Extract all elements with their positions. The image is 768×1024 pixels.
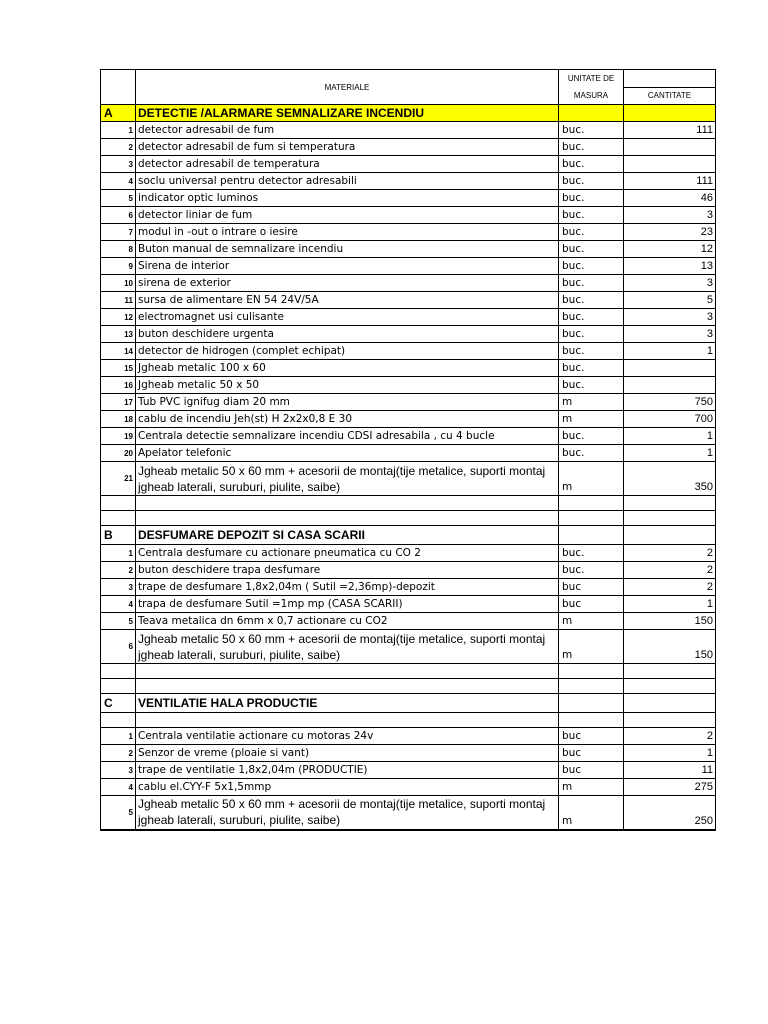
unit-of-measure: buc <box>559 579 624 596</box>
empty-cell <box>136 713 559 728</box>
row-number: 1 <box>101 728 136 745</box>
table-row <box>101 309 716 326</box>
row-number: 14 <box>101 343 136 360</box>
row-number: 1 <box>101 122 136 139</box>
unit-of-measure: buc <box>559 762 624 779</box>
row-number: 17 <box>101 394 136 411</box>
header-unitate-de-masura: UNITATE DE MASURA <box>559 70 624 105</box>
material-name: detector adresabil de fum si temperatura <box>136 139 559 156</box>
quantity: 250 <box>624 796 716 830</box>
spacer-row <box>101 664 716 679</box>
material-name: buton deschidere trapa desfumare <box>136 562 559 579</box>
unit-of-measure: m <box>559 630 624 664</box>
quantity: 5 <box>624 292 716 309</box>
section-header-row <box>101 694 716 713</box>
table-row <box>101 462 716 496</box>
unit-of-measure: buc. <box>559 343 624 360</box>
unit-of-measure: buc. <box>559 309 624 326</box>
material-name: Centrala detectie semnalizare incendiu CDSI adresabila , cu 4 bucle <box>136 428 559 445</box>
quantity: 275 <box>624 779 716 796</box>
quantity: 1 <box>624 445 716 462</box>
row-number: 20 <box>101 445 136 462</box>
row-number: 10 <box>101 275 136 292</box>
table-row <box>101 394 716 411</box>
quantity: 23 <box>624 224 716 241</box>
row-number: 3 <box>101 579 136 596</box>
material-name: Senzor de vreme (ploaie si vant) <box>136 745 559 762</box>
table-row <box>101 173 716 190</box>
quantity: 150 <box>624 630 716 664</box>
header-empty-cell <box>624 70 716 88</box>
material-name: Jgheab metalic 50 x 60 mm + acesorii de montaj(tije metalice, suporti montaj jgheab laterali, suruburi, piulite, saibe) <box>136 630 559 664</box>
unit-of-measure: buc. <box>559 190 624 207</box>
unit-of-measure: m <box>559 613 624 630</box>
unit-of-measure: buc <box>559 596 624 613</box>
quantity: 3 <box>624 275 716 292</box>
material-name: electromagnet usi culisante <box>136 309 559 326</box>
material-name: indicator optic luminos <box>136 190 559 207</box>
unit-of-measure: buc. <box>559 122 624 139</box>
quantity: 150 <box>624 613 716 630</box>
row-number: 13 <box>101 326 136 343</box>
material-name: buton deschidere urgenta <box>136 326 559 343</box>
quantity: 1 <box>624 428 716 445</box>
empty-cell <box>101 713 136 728</box>
empty-cell <box>624 679 716 694</box>
materials-sheet <box>100 69 715 831</box>
table-row <box>101 562 716 579</box>
material-name: Centrala desfumare cu actionare pneumatica cu CO 2 <box>136 545 559 562</box>
table-row <box>101 545 716 562</box>
empty-cell <box>559 664 624 679</box>
table-row <box>101 207 716 224</box>
material-name: Jgheab metalic 50 x 50 <box>136 377 559 394</box>
row-number: 5 <box>101 190 136 207</box>
material-name: trape de ventilatie 1,8x2,04m (PRODUCTIE) <box>136 762 559 779</box>
quantity: 11 <box>624 762 716 779</box>
unit-of-measure: m <box>559 796 624 830</box>
material-name: cablu de incendiu Jeh(st) H 2x2x0,8 E 30 <box>136 411 559 428</box>
section-empty-cell <box>559 526 624 545</box>
material-name: Tub PVC ignifug diam 20 mm <box>136 394 559 411</box>
section-title: DESFUMARE DEPOZIT SI CASA SCARII <box>136 526 559 545</box>
row-number: 8 <box>101 241 136 258</box>
unit-of-measure: buc. <box>559 241 624 258</box>
unit-of-measure: buc. <box>559 377 624 394</box>
unit-of-measure: buc. <box>559 445 624 462</box>
spacer-row <box>101 496 716 511</box>
material-name: Jgheab metalic 50 x 60 mm + acesorii de montaj(tije metalice, suporti montaj jgheab laterali, suruburi, piulite, saibe) <box>136 796 559 830</box>
header-nr-cell <box>101 70 136 105</box>
header-row <box>101 70 716 88</box>
table-row <box>101 343 716 360</box>
material-name: sursa de alimentare EN 54 24V/5A <box>136 292 559 309</box>
spacer-row <box>101 713 716 728</box>
row-number: 18 <box>101 411 136 428</box>
table-row <box>101 411 716 428</box>
section-letter: C <box>101 694 136 713</box>
section-empty-cell <box>624 526 716 545</box>
header-cantitate: CANTITATE <box>624 87 716 105</box>
unit-of-measure: buc. <box>559 292 624 309</box>
table-row <box>101 613 716 630</box>
section-letter: A <box>101 105 136 122</box>
quantity: 1 <box>624 596 716 613</box>
section-letter: B <box>101 526 136 545</box>
empty-cell <box>136 679 559 694</box>
material-name: Jgheab metalic 50 x 60 mm + acesorii de montaj(tije metalice, suporti montaj jgheab laterali, suruburi, piulite, saibe) <box>136 462 559 496</box>
row-number: 5 <box>101 613 136 630</box>
row-number: 12 <box>101 309 136 326</box>
row-number: 21 <box>101 462 136 496</box>
unit-of-measure: m <box>559 779 624 796</box>
material-name: soclu universal pentru detector adresabili <box>136 173 559 190</box>
row-number: 2 <box>101 745 136 762</box>
row-number: 11 <box>101 292 136 309</box>
unit-of-measure: buc. <box>559 224 624 241</box>
unit-of-measure: buc. <box>559 275 624 292</box>
row-number: 4 <box>101 596 136 613</box>
empty-cell <box>101 496 136 511</box>
section-header-row <box>101 526 716 545</box>
table-row <box>101 258 716 275</box>
material-name: Teava metalica dn 6mm x 0,7 actionare cu CO2 <box>136 613 559 630</box>
row-number: 6 <box>101 630 136 664</box>
row-number: 3 <box>101 156 136 173</box>
material-name: Centrala ventilatie actionare cu motoras 24v <box>136 728 559 745</box>
section-empty-cell <box>624 694 716 713</box>
quantity: 350 <box>624 462 716 496</box>
unit-of-measure: buc. <box>559 139 624 156</box>
table-row <box>101 428 716 445</box>
quantity: 3 <box>624 309 716 326</box>
material-name: detector liniar de fum <box>136 207 559 224</box>
empty-cell <box>136 664 559 679</box>
row-number: 16 <box>101 377 136 394</box>
material-name: trapa de desfumare Sutil =1mp mp (CASA SCARII) <box>136 596 559 613</box>
row-number: 1 <box>101 545 136 562</box>
spacer-row <box>101 511 716 526</box>
unit-of-measure: m <box>559 462 624 496</box>
table-row <box>101 796 716 830</box>
table-row <box>101 779 716 796</box>
quantity: 13 <box>624 258 716 275</box>
section-title: VENTILATIE HALA PRODUCTIE <box>136 694 559 713</box>
material-name: detector de hidrogen (complet echipat) <box>136 343 559 360</box>
table-row <box>101 728 716 745</box>
unit-of-measure: buc. <box>559 207 624 224</box>
quantity: 750 <box>624 394 716 411</box>
quantity: 700 <box>624 411 716 428</box>
material-name: detector adresabil de temperatura <box>136 156 559 173</box>
unit-of-measure: buc. <box>559 428 624 445</box>
materials-table-body <box>101 70 716 830</box>
section-header-row <box>101 105 716 122</box>
quantity: 1 <box>624 343 716 360</box>
table-row <box>101 360 716 377</box>
quantity: 12 <box>624 241 716 258</box>
spacer-row <box>101 679 716 694</box>
table-row <box>101 241 716 258</box>
empty-cell <box>624 713 716 728</box>
material-name: trape de desfumare 1,8x2,04m ( Sutil =2,36mp)-depozit <box>136 579 559 596</box>
table-row <box>101 377 716 394</box>
table-row <box>101 596 716 613</box>
material-name: Sirena de interior <box>136 258 559 275</box>
material-name: Apelator telefonic <box>136 445 559 462</box>
quantity: 111 <box>624 122 716 139</box>
empty-cell <box>559 679 624 694</box>
row-number: 2 <box>101 562 136 579</box>
empty-cell <box>101 679 136 694</box>
empty-cell <box>624 664 716 679</box>
unit-of-measure: buc. <box>559 326 624 343</box>
row-number: 6 <box>101 207 136 224</box>
section-empty-cell <box>559 105 624 122</box>
row-number: 9 <box>101 258 136 275</box>
quantity <box>624 377 716 394</box>
table-row <box>101 326 716 343</box>
section-empty-cell <box>559 694 624 713</box>
empty-cell <box>624 511 716 526</box>
table-row <box>101 630 716 664</box>
unit-of-measure: m <box>559 411 624 428</box>
unit-of-measure: buc. <box>559 258 624 275</box>
unit-of-measure: buc. <box>559 156 624 173</box>
empty-cell <box>559 713 624 728</box>
row-number: 4 <box>101 779 136 796</box>
unit-of-measure: buc. <box>559 173 624 190</box>
section-title: DETECTIE /ALARMARE SEMNALIZARE INCENDIU <box>136 105 559 122</box>
empty-cell <box>559 496 624 511</box>
quantity <box>624 139 716 156</box>
quantity <box>624 156 716 173</box>
table-row <box>101 579 716 596</box>
table-row <box>101 190 716 207</box>
quantity: 3 <box>624 326 716 343</box>
material-name: detector adresabil de fum <box>136 122 559 139</box>
quantity: 2 <box>624 562 716 579</box>
empty-cell <box>136 511 559 526</box>
quantity <box>624 360 716 377</box>
material-name: cablu el.CYY-F 5x1,5mmp <box>136 779 559 796</box>
empty-cell <box>136 496 559 511</box>
unit-of-measure: buc. <box>559 360 624 377</box>
unit-of-measure: m <box>559 394 624 411</box>
quantity: 111 <box>624 173 716 190</box>
quantity: 2 <box>624 579 716 596</box>
unit-of-measure: buc <box>559 745 624 762</box>
quantity: 2 <box>624 728 716 745</box>
table-row <box>101 122 716 139</box>
table-row <box>101 445 716 462</box>
material-name: sirena de exterior <box>136 275 559 292</box>
section-empty-cell <box>624 105 716 122</box>
materials-table <box>100 69 716 831</box>
table-row <box>101 139 716 156</box>
empty-cell <box>624 496 716 511</box>
empty-cell <box>101 511 136 526</box>
header-materiale: MATERIALE <box>136 70 559 105</box>
quantity: 46 <box>624 190 716 207</box>
row-number: 7 <box>101 224 136 241</box>
material-name: modul in -out o intrare o iesire <box>136 224 559 241</box>
table-row <box>101 745 716 762</box>
row-number: 19 <box>101 428 136 445</box>
quantity: 1 <box>624 745 716 762</box>
table-row <box>101 224 716 241</box>
table-row <box>101 292 716 309</box>
empty-cell <box>101 664 136 679</box>
row-number: 4 <box>101 173 136 190</box>
table-row <box>101 275 716 292</box>
empty-cell <box>559 511 624 526</box>
material-name: Buton manual de semnalizare incendiu <box>136 241 559 258</box>
table-row <box>101 762 716 779</box>
row-number: 3 <box>101 762 136 779</box>
table-row <box>101 156 716 173</box>
row-number: 15 <box>101 360 136 377</box>
row-number: 2 <box>101 139 136 156</box>
quantity: 2 <box>624 545 716 562</box>
material-name: Jgheab metalic 100 x 60 <box>136 360 559 377</box>
quantity: 3 <box>624 207 716 224</box>
unit-of-measure: buc. <box>559 562 624 579</box>
unit-of-measure: buc. <box>559 545 624 562</box>
row-number: 5 <box>101 796 136 830</box>
unit-of-measure: buc <box>559 728 624 745</box>
